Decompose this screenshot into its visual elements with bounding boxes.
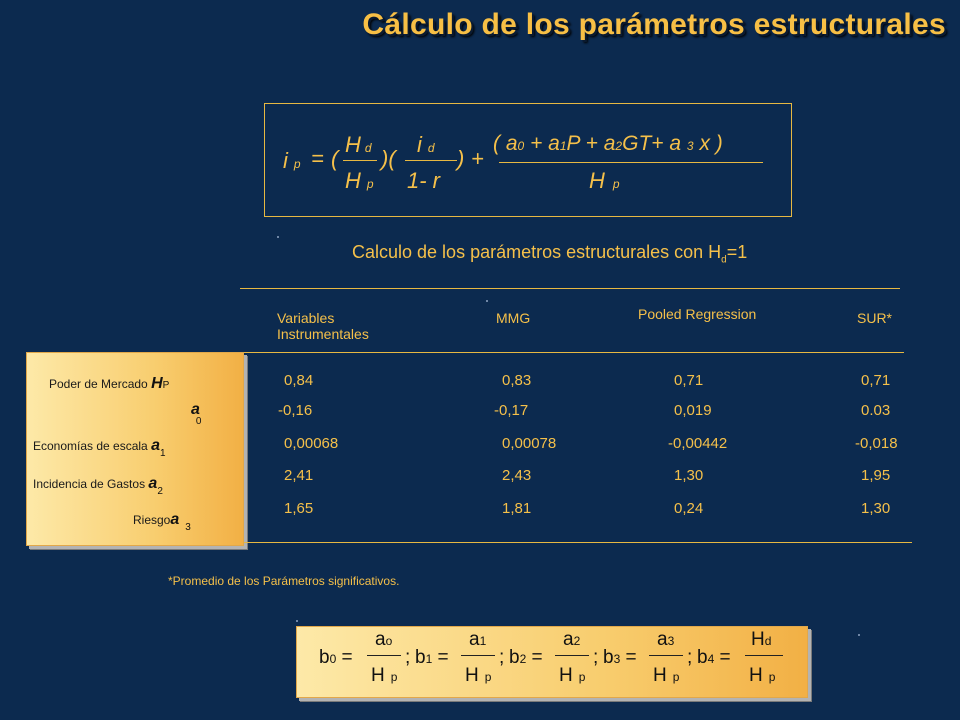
eq-b0: b0 = — [319, 647, 353, 668]
cell-mmg-3: 2,43 — [502, 467, 532, 484]
cell-sur-1: 0.03 — [861, 402, 891, 419]
eq-b2: b2 = — [509, 647, 543, 668]
formula-eq: = — [311, 146, 324, 171]
formula-f3-num: ( a0 + a1P + a2GT+ a 3 x ) — [493, 132, 723, 155]
table-header-rule — [244, 352, 904, 353]
cell-sur-2: -0,018 — [855, 435, 898, 452]
cell-pooled-0: 0,71 — [674, 372, 704, 389]
formula-f1-num: Hd — [345, 132, 372, 157]
cell-sur-0: 0,71 — [861, 372, 891, 389]
eq-sep-1: ; — [499, 647, 505, 668]
equations-panel — [296, 626, 808, 698]
eq-b3: b3 = — [603, 647, 637, 668]
decor-dot — [296, 620, 298, 622]
decor-dot — [858, 634, 860, 636]
table-top-rule — [240, 288, 900, 289]
formula-f3-den: Hp — [589, 168, 620, 193]
formula-paren-open: ( — [331, 146, 339, 171]
eq-b1-den: Hp — [465, 665, 492, 686]
cell-mmg-1: -0,17 — [494, 402, 529, 419]
eq-b4: b4 = — [697, 647, 731, 668]
col-header-variables: Variables Instrumentales — [277, 310, 369, 342]
eq-sep-3: ; — [687, 647, 693, 668]
col-header-sur: SUR* — [857, 310, 893, 326]
row-label-1: $a_0$ — [191, 401, 202, 427]
row-label-0: Poder de Mercado HP — [49, 375, 170, 392]
cell-mmg-0: 0,83 — [502, 372, 532, 389]
col-header-mmg: MMG — [496, 310, 531, 326]
cell-vi-3: 2,41 — [284, 467, 314, 484]
row-label-2: Economías de escala $a_1$ — [33, 437, 166, 459]
eq-b0-num: ao — [375, 629, 393, 650]
cell-pooled-2: -0,00442 — [668, 435, 728, 452]
decor-dot — [277, 236, 279, 238]
eq-b0-line — [367, 655, 401, 656]
cell-vi-1: -0,16 — [278, 402, 313, 419]
formula-paren-mid: )( — [381, 146, 396, 171]
footnote: *Promedio de los Parámetros significativos. — [168, 574, 400, 588]
cell-vi-4: 1,65 — [284, 500, 314, 517]
eq-b1: b1 = — [415, 647, 449, 668]
eq-b4-num: Hd — [751, 629, 772, 650]
formula-f1-den: Hp — [345, 168, 374, 193]
cell-mmg-4: 1,81 — [502, 500, 532, 517]
eq-b1-line — [461, 655, 495, 656]
cell-pooled-1: 0,019 — [674, 402, 712, 419]
cell-vi-2: 0,00068 — [284, 435, 339, 452]
eq-b4-den: Hp — [749, 665, 776, 686]
row-labels-panel — [26, 352, 244, 546]
table-subtitle: Calculo de los parámetros estructurales con $H_d=1$ — [352, 242, 748, 266]
row-label-3: Incidencia de Gastos $a_2$ — [33, 475, 163, 497]
decor-dot — [486, 300, 488, 302]
eq-b0-den: Hp — [371, 665, 398, 686]
formula-f2-line — [405, 160, 457, 161]
cell-mmg-2: 0,00078 — [502, 435, 557, 452]
eq-sep-2: ; — [593, 647, 599, 668]
col-header-pooled: Pooled Regression — [638, 306, 757, 322]
eq-b1-num: a1 — [469, 629, 487, 650]
eq-b3-num: a3 — [657, 629, 675, 650]
formula-f1-line — [343, 160, 377, 161]
formula-lhs: ip — [283, 148, 301, 173]
cell-pooled-4: 0,24 — [674, 500, 704, 517]
formula-plus: + — [471, 146, 484, 171]
formula-box — [264, 103, 792, 217]
table-bottom-rule — [244, 542, 912, 543]
eq-b2-num: a2 — [563, 629, 581, 650]
cell-sur-4: 1,30 — [861, 500, 891, 517]
eq-b4-line — [745, 655, 783, 656]
formula-paren-close: ) — [457, 146, 465, 171]
eq-sep-0: ; — [405, 647, 411, 668]
formula-f2-den: 1- r — [407, 168, 440, 193]
page-title: Cálculo de los parámetros estructurales — [362, 8, 946, 41]
cell-vi-0: 0,84 — [284, 372, 314, 389]
eq-b2-line — [555, 655, 589, 656]
cell-sur-3: 1,95 — [861, 467, 891, 484]
row-label-4: Riesgoa $_3$ — [133, 511, 191, 533]
eq-b3-line — [649, 655, 683, 656]
formula-f2-num: id — [417, 132, 435, 157]
eq-b2-den: Hp — [559, 665, 586, 686]
cell-pooled-3: 1,30 — [674, 467, 704, 484]
formula-f3-line — [499, 162, 763, 163]
eq-b3-den: Hp — [653, 665, 680, 686]
